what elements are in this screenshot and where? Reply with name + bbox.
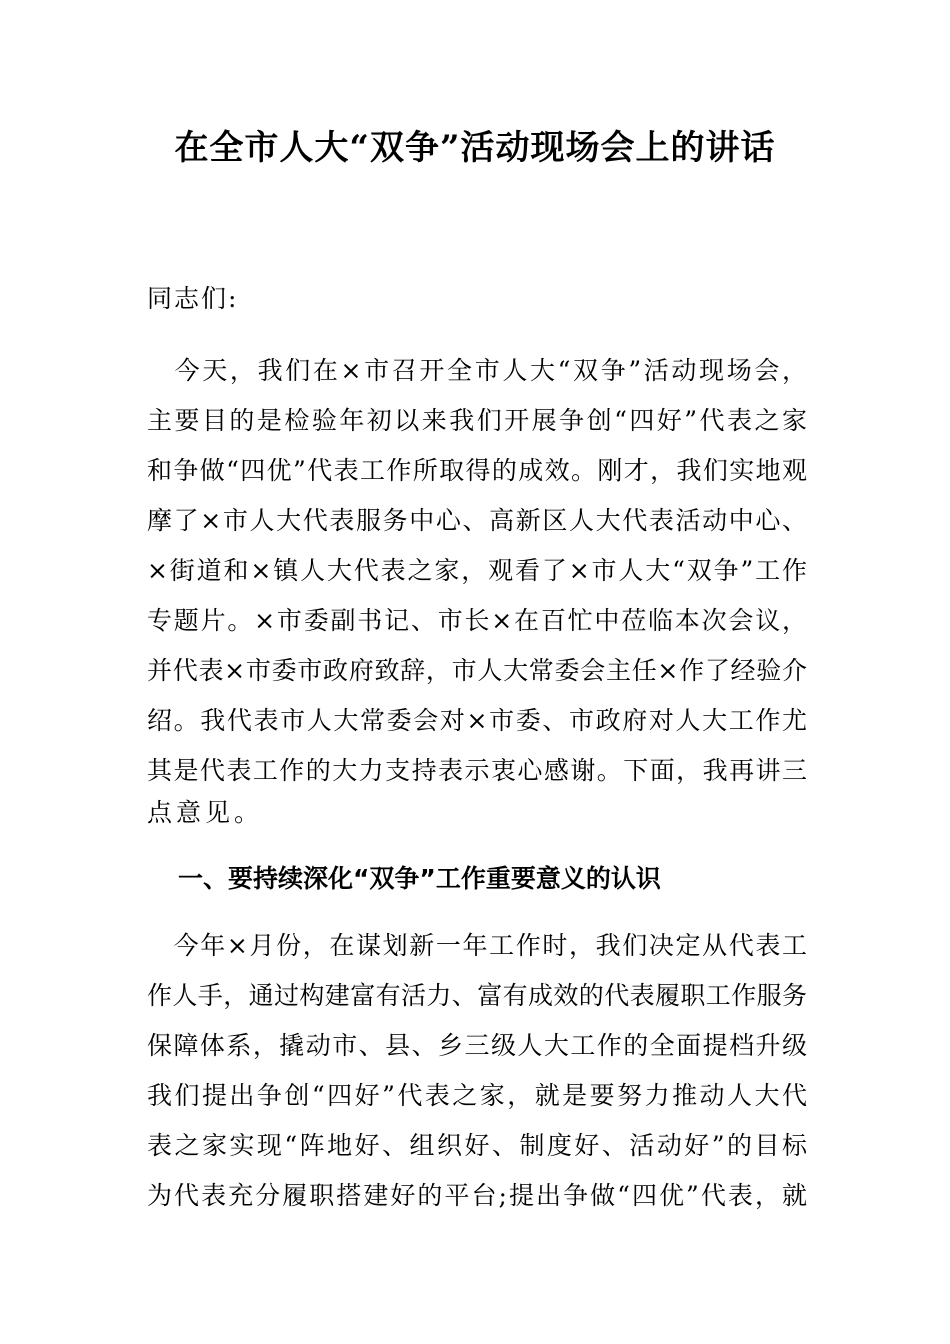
paragraph-line: 作人手，通过构建富有活力、富有成效的代表履职工作服务 xyxy=(147,981,807,1010)
paragraph-line: 摩了×市人大代表服务中心、高新区人大代表活动中心、 xyxy=(147,506,807,535)
paragraph-line: 其是代表工作的大力支持表示衷心感谢。下面，我再讲三 xyxy=(147,756,807,785)
document-title: 在全市人大“双争”活动现场会上的讲话 xyxy=(174,128,776,168)
paragraph-line: 表之家实现“阵地好、组织好、制度好、活动好”的目标 xyxy=(147,1131,807,1160)
paragraph-line: 点意见。 xyxy=(147,798,264,827)
paragraph-line: 为代表充分履职搭建好的平台;提出争做“四优”代表，就 xyxy=(147,1181,807,1210)
paragraph-line: 我们提出争创“四好”代表之家，就是要努力推动人大代 xyxy=(147,1081,807,1110)
paragraph-line: 并代表×市委市政府致辞，市人大常委会主任×作了经验介 xyxy=(147,656,807,685)
paragraph-line: ×街道和×镇人大代表之家，观看了×市人大“双争”工作 xyxy=(147,556,807,585)
paragraph-line: 保障体系，撬动市、县、乡三级人大工作的全面提档升级 xyxy=(147,1031,807,1060)
salutation: 同志们: xyxy=(147,284,239,313)
paragraph-line: 绍。我代表市人大常委会对×市委、市政府对人大工作尤 xyxy=(147,706,807,735)
paragraph-line: 主要目的是检验年初以来我们开展争创“四好”代表之家 xyxy=(147,406,807,435)
paragraph-line: 今年×月份，在谋划新一年工作时，我们决定从代表工 xyxy=(147,931,807,960)
paragraph-line: 和争做“四优”代表工作所取得的成效。刚才，我们实地观 xyxy=(147,456,807,485)
paragraph-line: 今天，我们在×市召开全市人大“双争”活动现场会， xyxy=(147,356,807,385)
section-heading: 一、要持续深化“双争”工作重要意义的认识 xyxy=(178,864,661,893)
paragraph-line: 专题片。×市委副书记、市长×在百忙中莅临本次会议， xyxy=(147,606,807,635)
